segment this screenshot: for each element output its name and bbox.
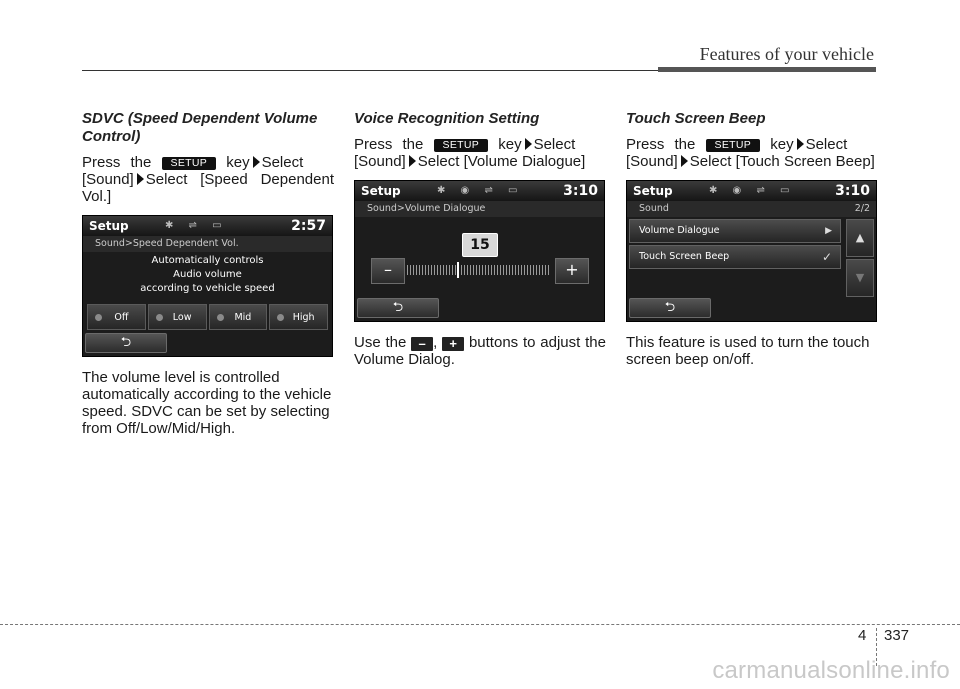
arrow-icon xyxy=(525,138,532,150)
screen-time: 2:57 xyxy=(291,218,326,234)
select-text: Select xyxy=(261,154,304,171)
screen-title: Setup xyxy=(633,184,673,198)
instruction-cont xyxy=(354,153,606,170)
plus-button-icon: + xyxy=(442,337,464,351)
mode-off-button[interactable] xyxy=(87,304,146,330)
watermark: carmanualsonline.info xyxy=(712,657,950,684)
volume-value: 15 xyxy=(462,233,498,257)
footer-rule xyxy=(0,624,960,625)
body-pre: Use the xyxy=(354,334,407,351)
status-icons: ✱ ◉ ⇌ ▭ xyxy=(437,185,524,196)
section-title: Voice Recognition Setting xyxy=(354,110,540,127)
scroll-up-button[interactable]: ▲ xyxy=(846,219,874,257)
setup-key-badge: SETUP xyxy=(162,157,217,170)
press-text: Press the xyxy=(82,154,152,171)
list-item-volume-dialogue[interactable] xyxy=(629,219,841,243)
instruction xyxy=(82,154,334,171)
back-button[interactable]: ⮌ xyxy=(85,333,167,353)
select-target-text: Select [Volume Dialogue] xyxy=(417,153,586,170)
screen-title: Setup xyxy=(361,184,401,198)
screen-beep xyxy=(626,180,877,322)
volume-minus-button[interactable]: – xyxy=(371,258,405,284)
screen-time: 3:10 xyxy=(563,183,598,199)
screen-title: Setup xyxy=(89,219,129,233)
message-line: Audio volume xyxy=(173,269,242,280)
section-beep xyxy=(626,110,878,368)
header-bar xyxy=(658,67,876,72)
page-number: 337 xyxy=(884,627,910,644)
section-voice xyxy=(354,110,606,368)
arrow-icon xyxy=(797,138,804,150)
section-sdvc xyxy=(82,110,334,437)
arrow-icon xyxy=(681,155,688,167)
mode-low-button[interactable] xyxy=(148,304,207,330)
instruction-cont xyxy=(626,153,878,170)
screen-subtitle: Sound xyxy=(639,203,669,214)
key-text: key xyxy=(770,136,794,153)
instruction xyxy=(354,136,606,153)
section-title: SDVC (Speed Dependent Volume Control) xyxy=(82,110,318,145)
screen-time: 3:10 xyxy=(835,183,870,199)
checkmark-icon: ✓ xyxy=(821,250,832,264)
screen-subtitle: Sound>Volume Dialogue xyxy=(367,203,486,214)
mode-label: Low xyxy=(172,312,192,323)
mode-label: Mid xyxy=(234,312,252,323)
body-text: The volume level is controlled automatically according to the vehicle speed. SDVC can be set by selecting from Off/Low/Mid/High. xyxy=(82,369,332,437)
setup-key-badge: SETUP xyxy=(706,139,761,152)
status-icons: ✱ ⇌ ▭ xyxy=(165,220,228,231)
arrow-icon xyxy=(409,155,416,167)
mode-mid-button[interactable] xyxy=(209,304,268,330)
body-post: buttons to adjust the Volume Dialog. xyxy=(354,334,606,368)
chapter-number: 4 xyxy=(858,627,867,644)
screen-sdvc xyxy=(82,215,333,357)
message-line: according to vehicle speed xyxy=(140,283,275,294)
screen-subtitle: Sound>Speed Dependent Vol. xyxy=(95,238,239,249)
header-title: Features of your vehicle xyxy=(699,44,874,64)
select-target-text: Select [Touch Screen Beep] xyxy=(689,153,875,170)
mode-label: High xyxy=(292,312,315,323)
volume-scale[interactable] xyxy=(407,265,551,275)
body-text: This feature is used to turn the touch screen beep on/off. xyxy=(626,334,870,368)
chevron-right-icon: ▶ xyxy=(825,226,832,236)
sound-text: [Sound] xyxy=(626,153,678,170)
select-text: Select xyxy=(533,136,576,153)
minus-button-icon: – xyxy=(411,337,433,351)
mode-high-button[interactable] xyxy=(269,304,328,330)
screen-page-indicator: 2/2 xyxy=(854,203,870,214)
list-item-touch-screen-beep[interactable] xyxy=(629,245,841,269)
key-text: key xyxy=(498,136,522,153)
screen-voice xyxy=(354,180,605,322)
sound-text: [Sound] xyxy=(82,171,134,188)
message-line: Automatically controls xyxy=(151,255,264,266)
status-icons: ✱ ◉ ⇌ ▭ xyxy=(709,185,796,196)
back-button[interactable]: ⮌ xyxy=(357,298,439,318)
press-text: Press the xyxy=(626,136,696,153)
volume-marker xyxy=(457,262,459,278)
instruction-cont xyxy=(82,171,334,205)
list-item-label: Touch Screen Beep xyxy=(639,251,730,262)
key-text: key xyxy=(226,154,250,171)
header-rule xyxy=(82,70,658,71)
arrow-icon xyxy=(137,173,144,185)
screen-message xyxy=(83,254,332,296)
setup-key-badge: SETUP xyxy=(434,139,489,152)
body-text: Use the – , + buttons to adjust the Volume Dialog. xyxy=(354,334,606,368)
arrow-icon xyxy=(253,156,260,168)
volume-plus-button[interactable]: + xyxy=(555,258,589,284)
select-text: Select xyxy=(805,136,848,153)
sound-text: [Sound] xyxy=(354,153,406,170)
instruction xyxy=(626,136,878,153)
section-title: Touch Screen Beep xyxy=(626,110,766,127)
press-text: Press the xyxy=(354,136,424,153)
mode-label: Off xyxy=(114,312,129,323)
select-target-text: Select [Speed Dependent Vol.] xyxy=(82,171,334,205)
list-item-label: Volume Dialogue xyxy=(639,225,720,236)
mode-buttons xyxy=(87,304,328,330)
back-button[interactable]: ⮌ xyxy=(629,298,711,318)
scroll-down-button[interactable]: ▼ xyxy=(846,259,874,297)
